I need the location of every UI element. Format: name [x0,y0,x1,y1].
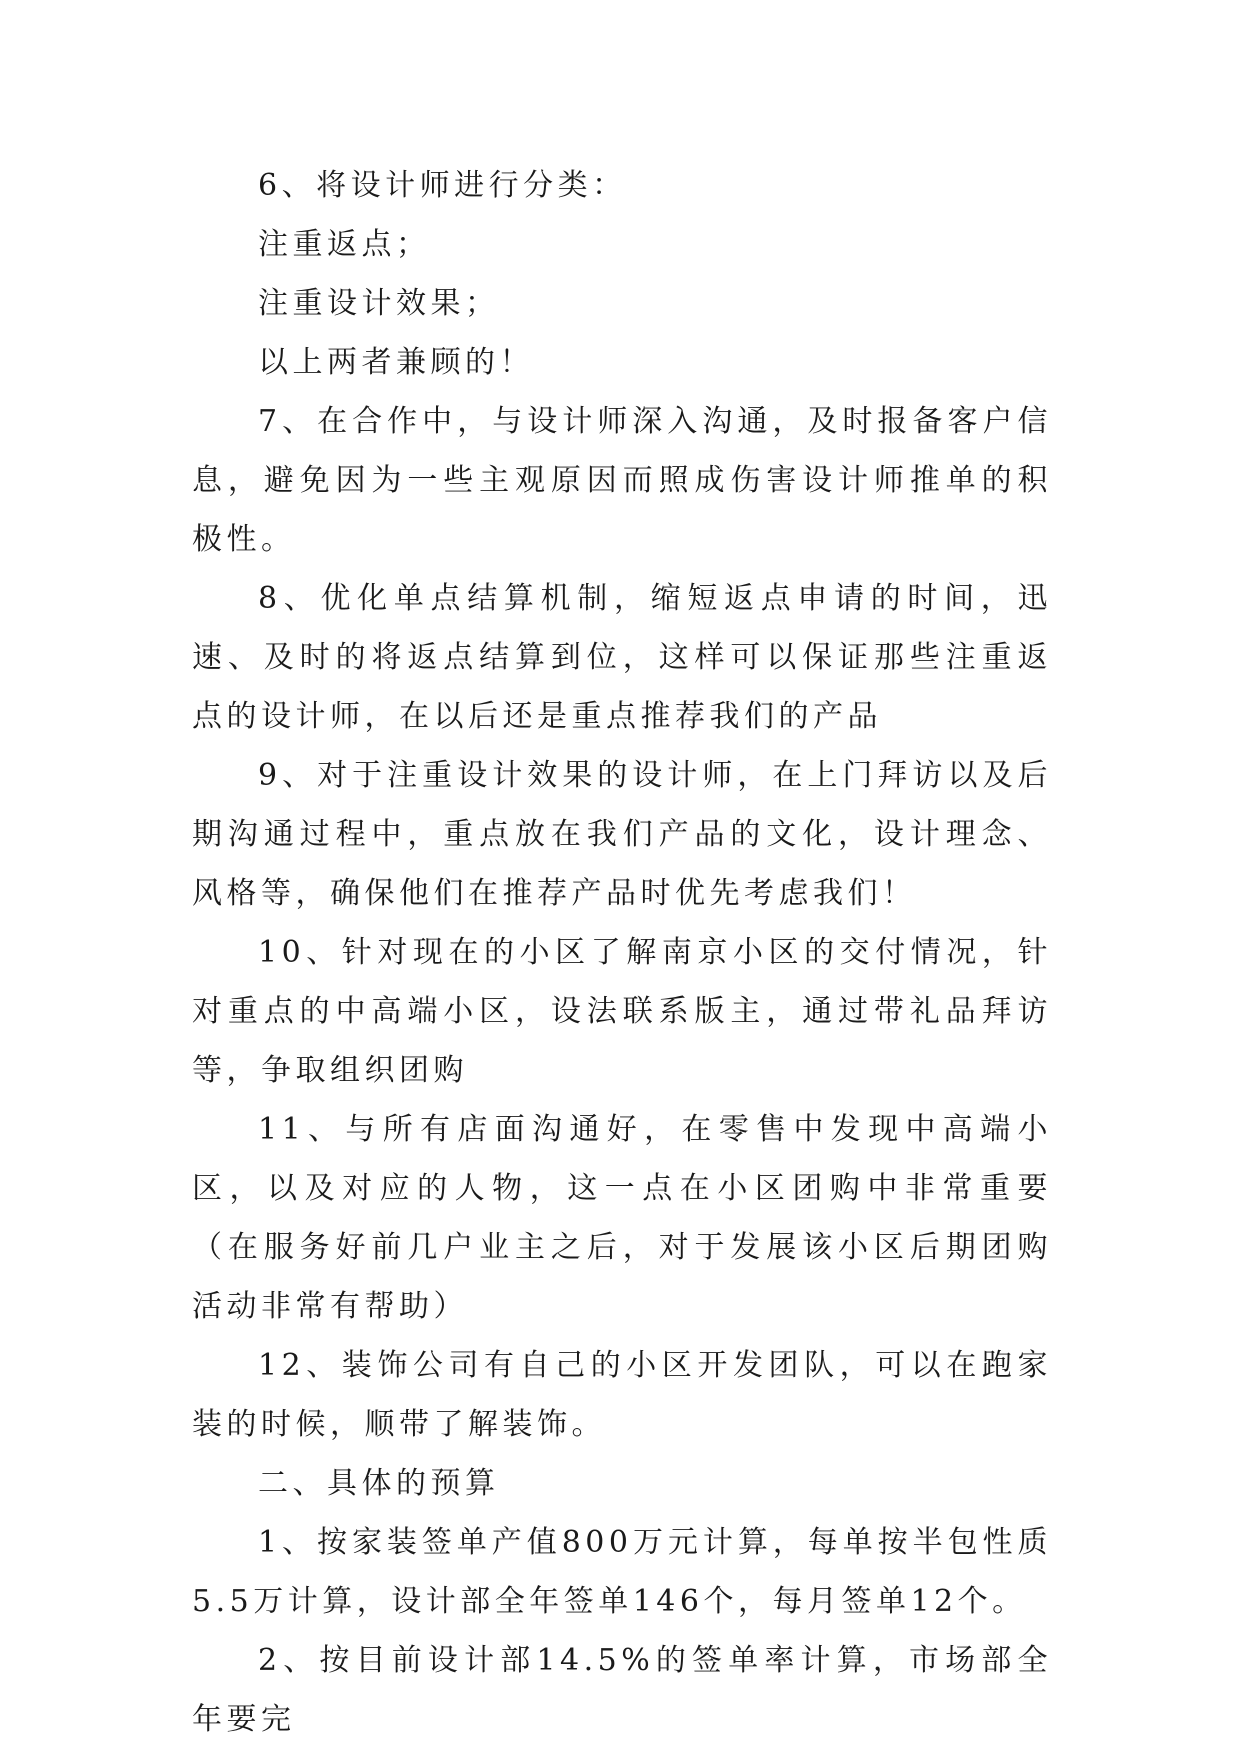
paragraph-budget-1: 1、按家装签单产值800万元计算，每单按半包性质5.5万计算，设计部全年签单146个，每月签单12个。 [192,1525,1052,1619]
paragraph-item-12: 12、装饰公司有自己的小区开发团队，可以在跑家装的时候，顺带了解装饰。 [192,1348,1052,1442]
paragraph-budget-2: 2、按目前设计部14.5%的签单率计算，市场部全年要完 [192,1643,1052,1737]
document-body [192,156,1052,1749]
paragraph-item-7: 7、在合作中，与设计师深入沟通，及时报备客户信息，避免因为一些主观原因而照成伤害设计师推单的积极性。 [192,404,1052,557]
section-heading-budget: 二、具体的预算 [258,1466,500,1501]
paragraph-item-11: 11、与所有店面沟通好，在零售中发现中高端小区，以及对应的人物，这一点在小区团购中非常重要（在服务好前几户业主之后，对于发展该小区后期团购活动非常有帮助） [192,1112,1052,1324]
paragraph-focus-design: 注重设计效果； [258,286,500,321]
paragraph-designer-classification: 6、将设计师进行分类： [258,168,627,203]
paragraph-item-8: 8、优化单点结算机制，缩短返点申请的时间，迅速、及时的将返点结算到位，这样可以保证那些注重返点的设计师，在以后还是重点推荐我们的产品 [192,581,1052,734]
paragraph-item-10: 10、针对现在的小区了解南京小区的交付情况，针对重点的中高端小区，设法联系版主，通过带礼品拜访等，争取组织团购 [192,935,1052,1088]
paragraph-both: 以上两者兼顾的！ [258,345,534,380]
paragraph-focus-rebate: 注重返点； [258,227,431,262]
paragraph-item-9: 9、对于注重设计效果的设计师，在上门拜访以及后期沟通过程中，重点放在我们产品的文化，设计理念、风格等，确保他们在推荐产品时优先考虑我们！ [192,758,1052,911]
